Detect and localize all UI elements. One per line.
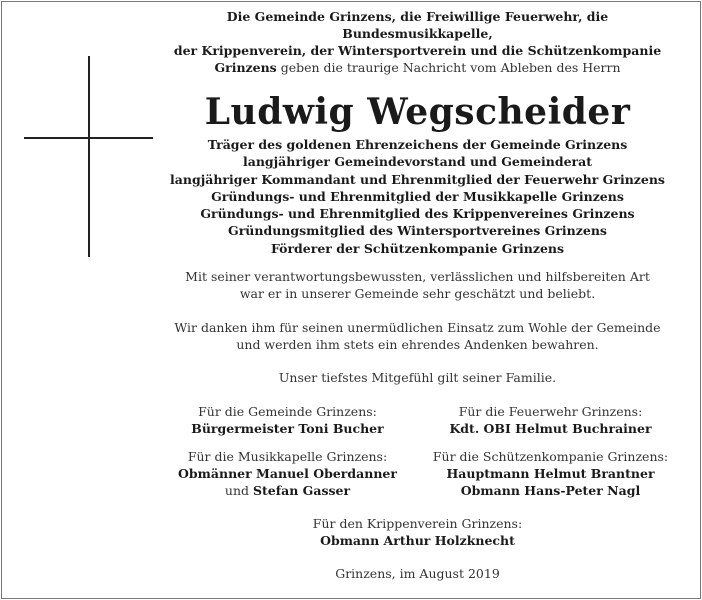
signer-musikkapelle [160, 448, 415, 499]
honor-item: langjähriger Kommandant und Ehrenmitglied der Feuerwehr Grinzens [170, 171, 665, 187]
deceased-name: Ludwig Wegscheider [204, 91, 631, 133]
signer-name: Kdt. OBI Helmut Buchrainer [449, 421, 652, 436]
intro-place: Grinzens [214, 60, 277, 75]
paragraph-line: war er in unserer Gemeinde sehr geschätzt und beliebt. [239, 286, 596, 301]
paragraph-line: Wir danken ihm für seinen unermüdlichen Einsatz zum Wohle der Gemeinde [174, 320, 661, 335]
honor-item: Gründungsmitglied des Wintersportvereines Grinzens [228, 223, 607, 239]
signer-feuerwehr [418, 403, 683, 437]
intro-announcement: geben die traurige Nachricht vom Ableben des Herrn [276, 60, 621, 75]
signer-conjunction: und [224, 483, 253, 498]
signer-name: Obmann Hans-Peter Nagl [460, 483, 641, 498]
signer-organization: Für die Musikkapelle Grinzens: [187, 449, 388, 464]
cross-symbol-vertical [88, 56, 90, 257]
signer-name: Hauptmann Helmut Brantner [446, 466, 655, 481]
intro-line: Die Gemeinde Grinzens, die Freiwillige Feuerwehr, die Bundesmusikkapelle, [226, 9, 609, 41]
signer-organization: Für die Feuerwehr Grinzens: [458, 404, 643, 419]
intro-line: der Krippenverein, der Wintersportverein und die Schützenkompanie [173, 43, 662, 58]
tribute-paragraph [160, 268, 675, 302]
signer-name: Bürgermeister Toni Bucher [191, 421, 384, 436]
signer-krippenverein [160, 515, 675, 549]
paragraph-line: und werden ihm stets ein ehrendes Andenken bewahren. [236, 337, 599, 352]
signer-schuetzen [418, 448, 683, 499]
signer-organization: Für die Schützenkompanie Grinzens: [432, 449, 669, 464]
cross-symbol-horizontal [24, 137, 153, 139]
intro-line [160, 59, 675, 76]
thanks-paragraph [160, 319, 675, 353]
paragraph-line: Mit seiner verantwortungsbewussten, verlässlichen und hilfsbereiten Art [185, 269, 650, 284]
signer-name: Obmänner Manuel Oberdanner [178, 466, 397, 481]
signer-organization: Für die Gemeinde Grinzens: [198, 404, 377, 419]
signer-organization: Für den Krippenverein Grinzens: [312, 516, 523, 531]
place-date: Grinzens, im August 2019 [335, 566, 500, 581]
honor-item: Förderer der Schützenkompanie Grinzens [270, 240, 565, 256]
signer-name: Obmann Arthur Holzknecht [320, 533, 515, 548]
intro-text [160, 8, 675, 76]
signer-name: Stefan Gasser [253, 483, 351, 498]
honor-item: langjähriger Gemeindevorstand und Gemeinderat [242, 154, 593, 170]
condolence-line: Unser tiefstes Mitgefühl gilt seiner Familie. [278, 370, 557, 385]
honors-list [160, 136, 675, 257]
signer-gemeinde [160, 403, 415, 437]
honor-item: Träger des goldenen Ehrenzeichens der Gemeinde Grinzens [207, 137, 628, 152]
honor-item: Gründungs- und Ehrenmitglied des Krippenvereines Grinzens [200, 206, 635, 222]
signer-name-line [160, 482, 415, 499]
honor-item: Gründungs- und Ehrenmitglied der Musikkapelle Grinzens [211, 188, 624, 204]
